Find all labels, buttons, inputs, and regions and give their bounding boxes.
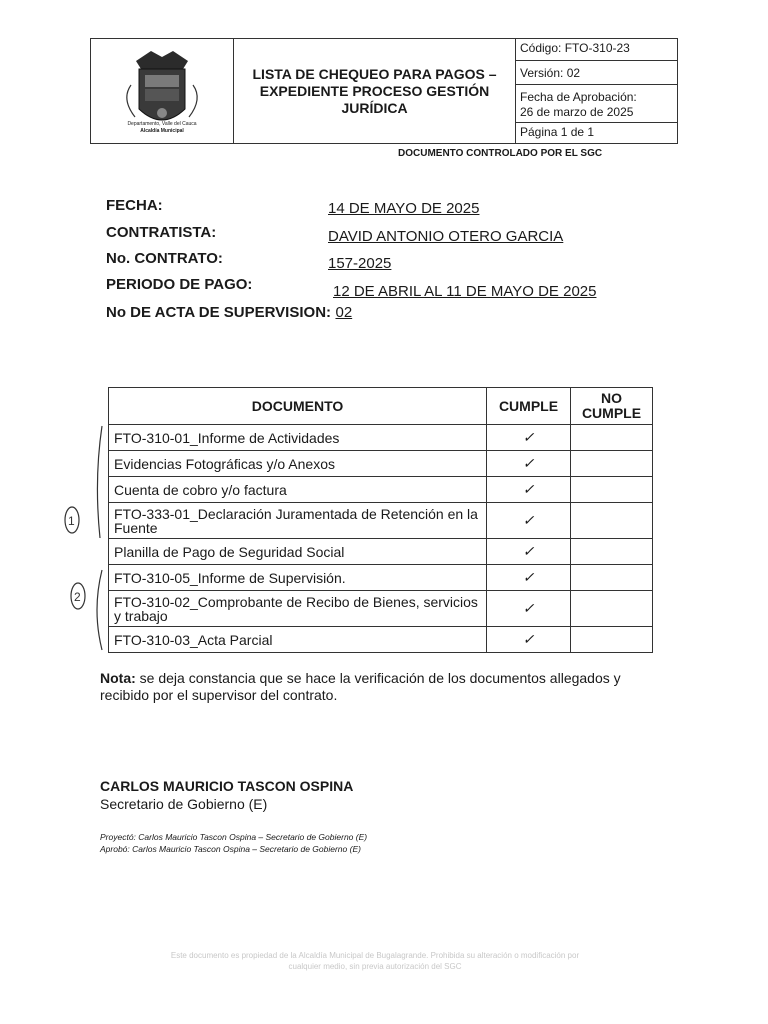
table-row [109,627,653,653]
document-cell: FTO-333-01_Declaración Juramentada de Retención en la Fuente [109,503,487,539]
cumple-check-icon: ✓ [487,539,571,565]
cumple-check-icon: ✓ [487,503,571,539]
fecha-label: FECHA: [106,197,163,214]
controlled-document-label: DOCUMENTO CONTROLADO POR EL SGC [398,148,603,159]
bracket-lower [97,570,102,650]
no-cumple-cell [571,565,653,591]
column-header-cumple: CUMPLE [487,388,571,425]
contrato-value: 157-2025 [328,255,392,272]
document-cell: FTO-310-01_Informe de Actividades [109,425,487,451]
no-cumple-cell [571,451,653,477]
mark-2-text: 2 [74,590,81,604]
document-cell: Planilla de Pago de Seguridad Social [109,539,487,565]
acta-value: 02 [335,304,353,321]
checklist-table [108,387,653,653]
footer-line1: Este documento es propiedad de la Alcaldía Municipal de Bugalagrande. Prohibida su alteración o modificación por [170,951,580,960]
contratista-label: CONTRATISTA: [106,224,217,241]
no-cumple-cell [571,503,653,539]
column-header-document: DOCUMENTO [109,388,487,425]
table-row [109,451,653,477]
signer-role: Secretario de Gobierno (E) [100,796,268,812]
no-cumple-cell [571,591,653,627]
aprobo-line: Aprobó: Carlos Mauricio Tascon Ospina – Secretario de Gobierno (E) [100,844,361,854]
contrato-label: No. CONTRATO: [106,250,223,267]
no-cumple-cell [571,539,653,565]
cumple-check-icon: ✓ [487,627,571,653]
document-version: Versión: 02 [516,61,677,85]
document-title: LISTA DE CHEQUEO PARA PAGOS – EXPEDIENTE PROCESO GESTIÓN JURÍDICA [234,39,516,143]
cumple-check-icon: ✓ [487,565,571,591]
approval-block [516,85,677,123]
no-cumple-cell [571,627,653,653]
footer-line2: cualquier medio, sin previa autorización del SGC [288,962,462,971]
table-row [109,425,653,451]
logo-caption-line2: Alcaldía Municipal [140,128,184,134]
mark-1-text: 1 [68,514,75,528]
periodo-value: 12 DE ABRIL AL 11 DE MAYO DE 2025 [333,283,597,300]
page-number: Página 1 de 1 [520,125,595,139]
footer-disclaimer [110,950,640,972]
bracket-upper [97,426,102,538]
acta-label: No DE ACTA DE SUPERVISION: [106,304,332,321]
table-row [109,503,653,539]
document-cell: FTO-310-02_Comprobante de Recibo de Bienes, servicios y trabajo [109,591,487,627]
handwritten-brackets [58,420,108,660]
cumple-check-icon: ✓ [487,451,571,477]
cumple-check-icon: ✓ [487,591,571,627]
column-header-no-cumple: NO CUMPLE [571,388,653,425]
table-row [109,565,653,591]
note-text: se deja constancia que se hace la verificación de los documentos allegados y recibido por el supervisor del contrato. [100,670,621,703]
signer-name: CARLOS MAURICIO TASCON OSPINA [100,778,354,794]
no-cumple-cell [571,477,653,503]
no-cumple-cell [571,425,653,451]
document-code: Código: FTO-310-23 [516,39,677,61]
contratista-value: DAVID ANTONIO OTERO GARCIA [328,228,564,245]
periodo-label: PERIODO DE PAGO: [106,276,253,293]
note-label: Nota: [100,670,136,686]
document-cell: FTO-310-05_Informe de Supervisión. [109,565,487,591]
cumple-check-icon: ✓ [487,477,571,503]
cumple-check-icon: ✓ [487,425,571,451]
document-cell: Cuenta de cobro y/o factura [109,477,487,503]
note-paragraph [100,670,660,704]
fecha-value: 14 DE MAYO DE 2025 [328,200,480,217]
acta-row [106,304,352,322]
table-header-row [109,388,653,425]
logo-cell [91,39,234,143]
approval-label: Fecha de Aprobación: [520,90,637,104]
table-row [109,591,653,627]
proyecto-line: Proyectó: Carlos Mauricio Tascon Ospina – Secretario de Gobierno (E) [100,832,368,842]
logo-caption-line1: Departamento, Valle del Cauca [127,121,197,127]
approval-date: 26 de marzo de 2025 [520,105,634,119]
table-row [109,477,653,503]
table-row [109,539,653,565]
document-meta [516,39,677,143]
document-header [90,38,678,144]
document-cell: Evidencias Fotográficas y/o Anexos [109,451,487,477]
document-cell: FTO-310-03_Acta Parcial [109,627,487,653]
